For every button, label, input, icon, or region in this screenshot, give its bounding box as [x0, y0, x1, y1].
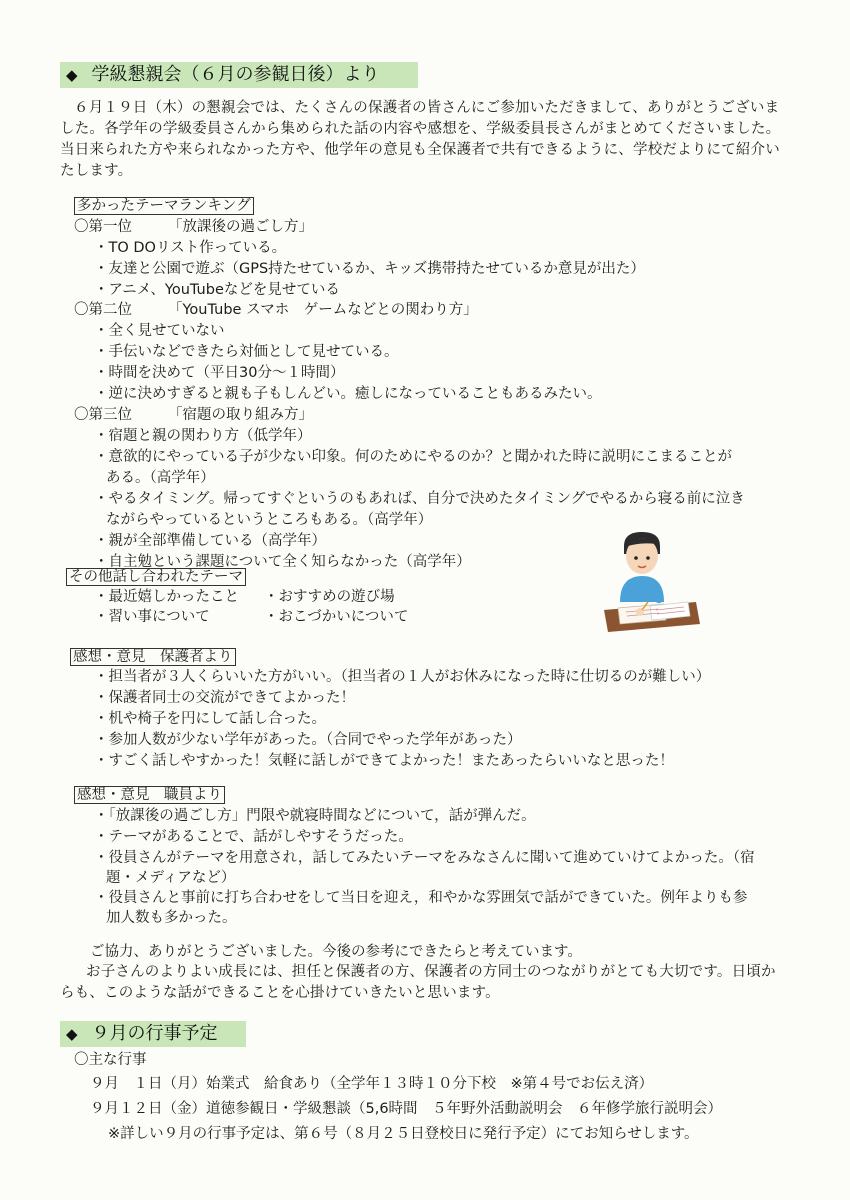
- rank-2-label: 〇第二位: [74, 302, 132, 318]
- event-item: ９月１２日（金）道徳参観日・学級懇談（5,6時間 ５年野外活動説明会 ６年修学旅行説明会）: [90, 1101, 723, 1117]
- list-item: ・役員さんがテーマを用意され，話してみたいテーマをみなさんに聞いて進めていけてよかった。（宿: [94, 850, 755, 866]
- list-item: ・時間を決めて（平日30分～１時間）: [94, 365, 345, 381]
- section-heading-meeting: [60, 62, 418, 88]
- list-item: ・TO DOリスト作っている。: [94, 240, 287, 256]
- list-item: ・自主勉という課題について全く知らなかった（高学年）: [94, 554, 471, 570]
- list-item: ・全く見せていない: [94, 323, 225, 339]
- list-item: ・参加人数が少ない学年があった。（合同でやった学年があった）: [94, 732, 522, 748]
- rank-3-theme: 「宿題の取り組み方」: [168, 407, 313, 423]
- closing-paragraph: お子さんのよりよい成長には、担任と保護者の方、保護者の方同士のつながりがとても大切です。日頃からも、このような話ができることを心掛けていきたいと思います。: [60, 964, 776, 1001]
- list-item: ・友達と公園で遊ぶ（GPS持たせているか、キッズ携帯持たせているか意見が出た）: [94, 261, 645, 277]
- list-item: ・テーマがあることで、話がしやすそうだった。: [94, 829, 413, 845]
- boy-studying-illustration: [600, 532, 704, 640]
- event-item: ９月 １日（月）始業式 給食あり（全学年１３時１０分下校 ※第４号でお伝え済）: [90, 1076, 654, 1092]
- diamond-icon: ◆: [66, 1025, 78, 1043]
- list-item: ・役員さんと事前に打ち合わせをして当日を迎え，和やかな雰囲気で話ができていた。例年よりも参: [94, 890, 748, 906]
- list-item: ・手伝いなどできたら対価として見せている。: [94, 344, 399, 360]
- list-item: ・すごく話しやすかった！気軽に話しができてよかった！またあったらいいなと思った！: [94, 753, 674, 769]
- rank-1-theme: 「放課後の過ごし方」: [168, 219, 313, 235]
- list-item: ・親が全部準備している（高学年）: [94, 533, 326, 549]
- list-item: ・逆に決めすぎると親も子もしんどい。癒しになっていることもあるみたい。: [94, 386, 602, 402]
- event-note: ※詳しい９月の行事予定は、第６号（８月２５日登校日に発行予定）にてお知らせします。: [108, 1126, 699, 1142]
- list-item-cont: ながらやっているというところもある。（高学年）: [106, 512, 433, 528]
- list-item-cont: ある。（高学年）: [106, 470, 215, 486]
- closing-thanks: ご協力、ありがとうございました。今後の参考にできたらと考えています。: [90, 944, 582, 960]
- list-item-cont: 題・メディアなど）: [106, 870, 236, 886]
- rank-1-label: 〇第一位: [74, 219, 132, 235]
- staff-opinions-heading: 感想・意見 職員より: [74, 785, 225, 805]
- section-title: 学級懇親会（６月の参観日後）より: [91, 64, 380, 85]
- list-item: ・最近嬉しかったこと: [94, 589, 239, 605]
- list-item: ・意欲的にやっている子が少ない印象。何のためにやるのか？と聞かれた時に説明にこまることが: [94, 449, 732, 465]
- ranking-heading: 多かったテーマランキング: [74, 196, 254, 216]
- events-subheading: 〇主な行事: [74, 1052, 147, 1068]
- list-item: ・習い事について: [94, 609, 210, 625]
- list-item: ・やるタイミング。帰ってすぐというのもあれば、自分で決めたタイミングでやるから寝る前に泣き: [94, 491, 745, 507]
- other-topics-heading: その他話し合われたテーマ: [66, 567, 246, 587]
- list-item: ・おすすめの遊び場: [264, 589, 395, 605]
- section-title: ９月の行事予定: [91, 1023, 218, 1044]
- diamond-icon: ◆: [66, 66, 78, 84]
- list-item: ・担当者が３人くらいいた方がいい。（担当者の１人がお休みになった時に仕切るのが難しい）: [94, 669, 711, 685]
- intro-paragraph: ６月１９日（木）の懇親会では、たくさんの保護者の皆さんにご参加いただきまして、ありがとうございました。各学年の学級委員さんから集められた話の内容や感想を、学級委員長さんがまとめてくださいました。当日来られた方や来られなかった方や、他学年の意見も全保護者で共有できるように、学校だよりにて紹介いたします。: [60, 100, 781, 179]
- list-item: ・「放課後の過ごし方」門限や就寝時間などについて，話が弾んだ。: [94, 808, 536, 824]
- parents-opinions-heading: 感想・意見 保護者より: [70, 647, 236, 667]
- section-heading-september: [60, 1021, 246, 1047]
- list-item: ・保護者同士の交流ができてよかった！: [94, 690, 355, 706]
- rank-2-theme: 「YouTube スマホ ゲームなどとの関わり方」: [168, 302, 478, 318]
- list-item: ・アニメ、YouTubeなどを見せている: [94, 282, 340, 298]
- list-item: ・おこづかいについて: [264, 609, 409, 625]
- list-item-cont: 加人数も多かった。: [106, 910, 237, 926]
- rank-3-label: 〇第三位: [74, 407, 132, 423]
- list-item: ・机や椅子を円にして話し合った。: [94, 711, 326, 727]
- list-item: ・宿題と親の関わり方（低学年）: [94, 428, 312, 444]
